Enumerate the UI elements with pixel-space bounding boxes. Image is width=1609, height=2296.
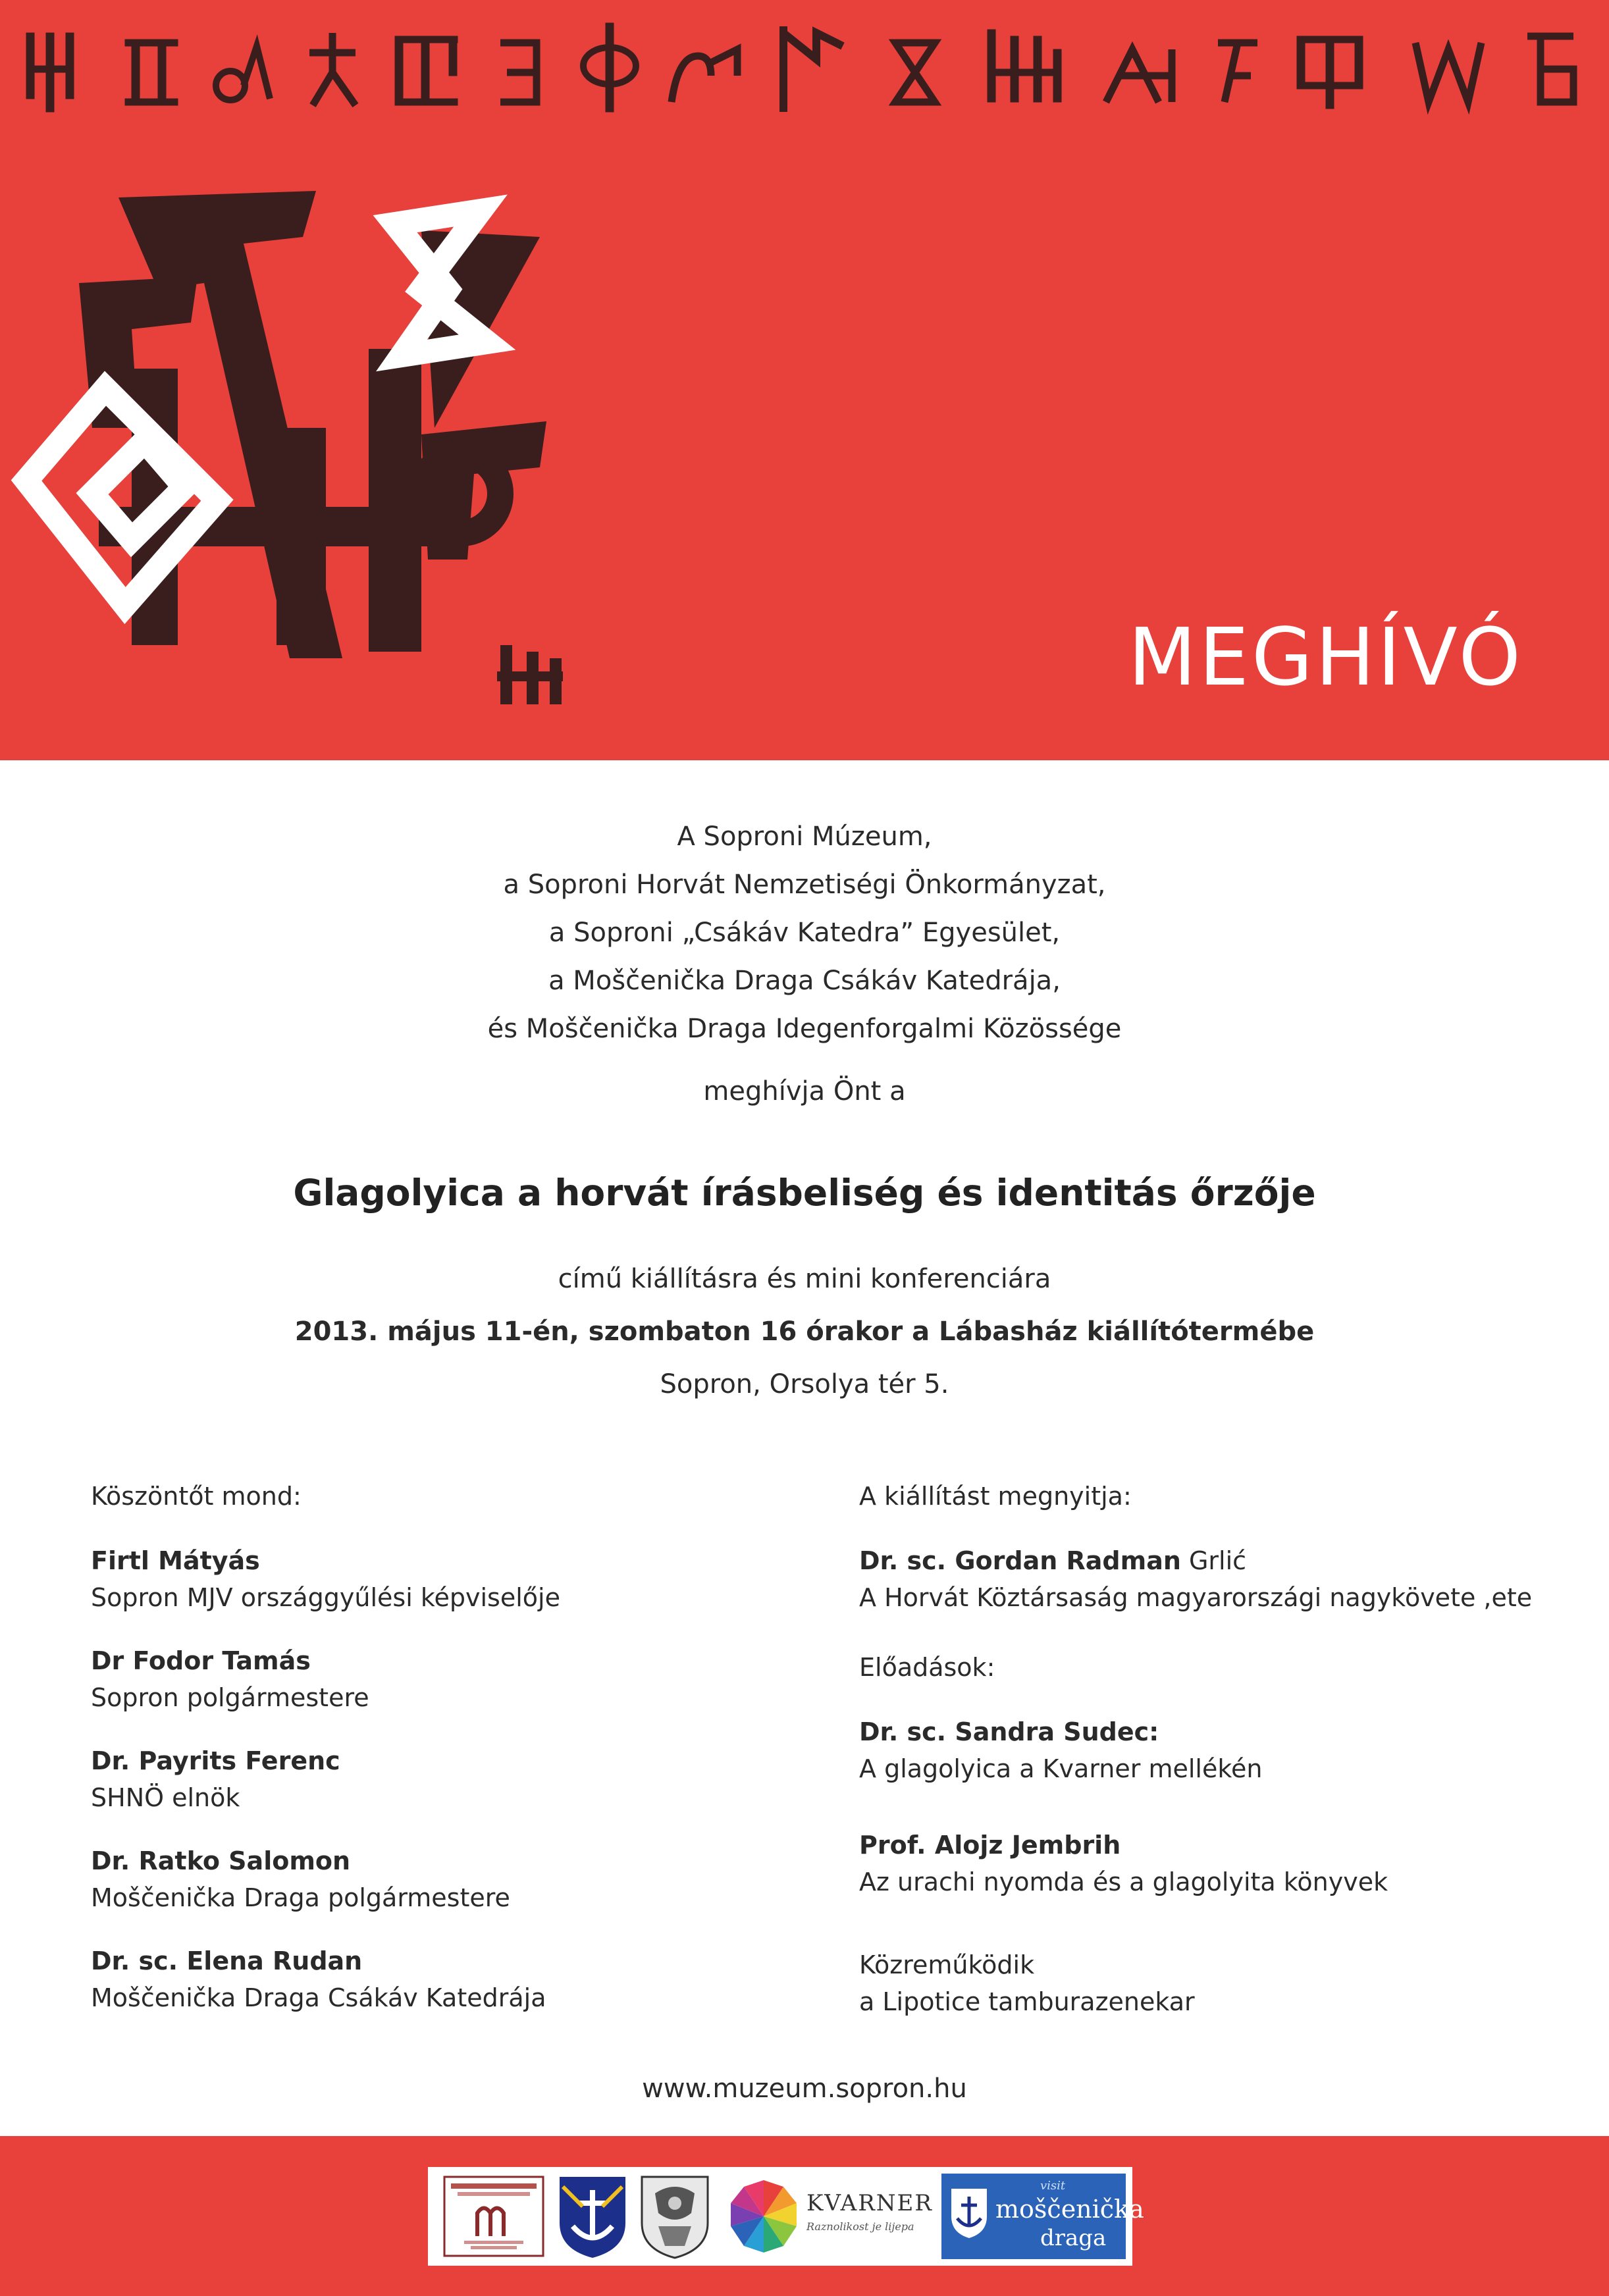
glyph-14 xyxy=(1297,36,1363,109)
performers-name: a Lipotice tamburazenekar xyxy=(859,1987,1195,2016)
glagolitic-letter-composition xyxy=(0,151,658,744)
performers-entry xyxy=(859,1946,1583,2020)
glyph-15 xyxy=(1415,43,1481,102)
greetings-heading: Köszöntőt mond: xyxy=(91,1482,302,1511)
katedra-seal-logo xyxy=(441,2174,546,2259)
speaker-role: Moščenička Draga Csákáv Katedrája xyxy=(91,1983,546,2012)
town-name-line2: draga xyxy=(1040,2225,1107,2251)
historic-coat-of-arms-logo xyxy=(639,2174,711,2259)
sponsor-logos xyxy=(428,2167,1144,2266)
invitation-title: MEGHÍVÓ xyxy=(1128,612,1523,704)
speaker-name: Dr. Payrits Ferenc xyxy=(91,1746,340,1775)
opener-name-bold: Dr. sc. Gordan Radman xyxy=(859,1546,1181,1575)
kvarner-name: KVARNER xyxy=(806,2190,933,2216)
speaker-entry xyxy=(91,1542,815,1616)
organizer-line: a Moščenička Draga Csákáv Katedrája, xyxy=(548,966,1061,996)
speaker-name: Dr. sc. Elena Rudan xyxy=(91,1946,363,1975)
opening-heading: A kiállítást megnyitja: xyxy=(859,1482,1132,1511)
opener-name xyxy=(859,1542,1583,1579)
speaker-name: Firtl Mátyás xyxy=(91,1546,260,1575)
lecture-title: Az urachi nyomda és a glagolyita könyvek xyxy=(859,1867,1388,1896)
event-title: Glagolyica a horvát írásbeliség és identitás őrzője xyxy=(293,1172,1316,1214)
program-column xyxy=(859,1478,1583,2047)
glyph-5 xyxy=(395,36,458,105)
lecturer-name: Prof. Alojz Jembrih xyxy=(859,1831,1121,1860)
speaker-entry xyxy=(91,1642,815,1716)
glagolitic-glyph-row xyxy=(0,0,1609,151)
website-link[interactable]: www.muzeum.sopron.hu xyxy=(642,2074,967,2104)
glyph-12 xyxy=(1106,49,1172,102)
glyph-1 xyxy=(26,33,74,112)
performers-heading: Közreműködik xyxy=(859,1950,1035,1979)
visit-word: visit xyxy=(1040,2179,1066,2193)
opening-entry xyxy=(859,1542,1583,1616)
glyph-16 xyxy=(1527,36,1573,102)
speaker-role: SHNÖ elnök xyxy=(91,1783,240,1812)
speaker-entry xyxy=(91,1742,815,1816)
dark-glyph-small-bar xyxy=(497,671,563,681)
speaker-role: Sopron MJV országgyűlési képviselője xyxy=(91,1583,560,1612)
glyph-10 xyxy=(895,43,935,102)
event-subtitle: című kiállításra és mini konferenciára xyxy=(558,1264,1051,1294)
town-name-line1: moščenička xyxy=(995,2195,1144,2224)
glyph-7 xyxy=(583,23,636,112)
lecture-entry xyxy=(859,1827,1583,1900)
glyph-8 xyxy=(672,49,737,102)
speaker-role: Sopron polgármestere xyxy=(91,1683,369,1712)
lectures-heading: Előadások: xyxy=(859,1653,995,1682)
event-place: Sopron, Orsolya tér 5. xyxy=(660,1369,949,1399)
organizer-line: és Moščenička Draga Idegenforgalmi Közössége xyxy=(487,1014,1122,1044)
speaker-entry xyxy=(91,1943,815,2016)
glyph-6 xyxy=(500,43,537,102)
opener-name-rest: Grlić xyxy=(1180,1546,1247,1575)
glyph-11 xyxy=(988,30,1061,102)
anchor-coat-of-arms-logo xyxy=(556,2174,629,2259)
kvarner-flower-icon xyxy=(724,2174,803,2259)
glyph-13 xyxy=(1218,43,1257,102)
lecturer-name: Dr. sc. Sandra Sudec: xyxy=(859,1717,1159,1746)
lecture-entry xyxy=(859,1713,1583,1787)
invite-line: meghívja Önt a xyxy=(703,1076,906,1107)
organizer-line: a Soproni Horvát Nemzetiségi Önkormányzat, xyxy=(503,870,1106,900)
speaker-name: Dr Fodor Tamás xyxy=(91,1646,311,1675)
kvarner-tagline: Raznolikost je lijepa xyxy=(806,2220,914,2233)
organizers-list xyxy=(0,813,1609,1053)
glyph-4 xyxy=(309,33,356,105)
speaker-entry xyxy=(91,1842,815,1916)
glyph-3 xyxy=(216,46,270,100)
footer-band xyxy=(0,2136,1609,2296)
kvarner-wordmark xyxy=(806,2190,933,2233)
speaker-role: Moščenička Draga polgármestere xyxy=(91,1883,510,1912)
hero-banner xyxy=(0,0,1609,760)
glyph-9 xyxy=(783,26,843,112)
organizer-line: A Soproni Múzeum, xyxy=(677,822,932,852)
organizer-line: a Soproni „Csákáv Katedra” Egyesület, xyxy=(548,918,1061,948)
visit-moscenicka-logo xyxy=(941,2174,1144,2259)
event-date: 2013. május 11-én, szombaton 16 órakor a Lábasház kiállítótermébe xyxy=(294,1317,1315,1347)
greetings-column xyxy=(91,1478,815,2043)
opener-role: A Horvát Köztársaság magyarországi nagykövete ,ete xyxy=(859,1583,1533,1612)
visit-shield-icon xyxy=(949,2187,989,2239)
glyph-2 xyxy=(125,39,178,105)
lecture-title: A glagolyica a Kvarner mellékén xyxy=(859,1754,1263,1783)
speaker-name: Dr. Ratko Salomon xyxy=(91,1846,351,1875)
